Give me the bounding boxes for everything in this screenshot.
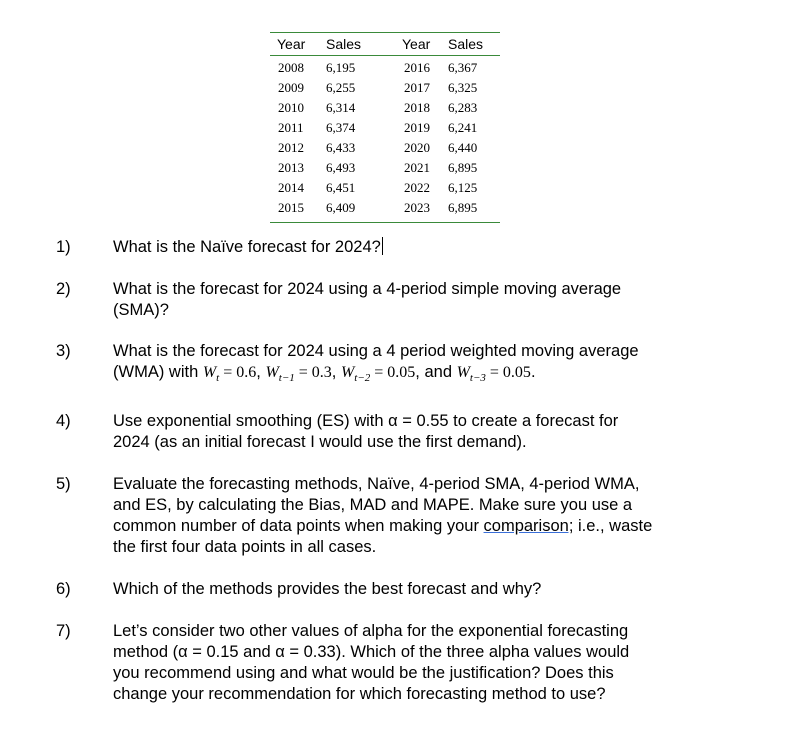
question-line: 2024 (as an initial forecast I would use the first demand). [113,433,527,451]
cell-sales-2: 6,283 [448,100,478,115]
cell-year-1: 2008 [278,60,304,75]
table-bottom-rule [270,222,500,223]
question-line: Let’s consider two other values of alpha for the exponential forecasting [113,622,629,640]
table-row [270,118,500,138]
cell-sales-1: 6,195 [326,60,356,75]
question-text [113,474,723,558]
weight-wt2: $W_{t-2} = 0.05$ [340,364,416,385]
cell-sales-1: 6,255 [326,80,356,95]
cell-sales-2: 6,895 [448,160,478,175]
question-line: Evaluate the forecasting methods, Naïve, 4-period SMA, 4-period WMA, [113,475,640,493]
question-line: change your recommendation for which forecasting method to use? [113,685,606,703]
question-text[interactable] [113,237,723,258]
spellcheck-underline[interactable]: comparison; [483,517,574,535]
cell-sales-1: 6,314 [326,100,356,115]
question-line: and ES, by calculating the Bias, MAD and MAPE. Make sure you use a [113,496,633,514]
weight-wt-value: = 0.6 [223,364,257,381]
cell-year-2: 2022 [404,180,430,195]
cell-sales-1: 6,409 [326,200,356,215]
weight-wt3: $W_{t-3} = 0.05$ [456,364,531,385]
table-row [270,78,500,98]
cell-year-2: 2021 [404,160,430,175]
question-number: 5) [56,475,71,493]
question-line [113,516,723,537]
question-number: 4) [56,412,71,430]
question-text [113,411,723,453]
question-line: you recommend using and what would be the justification? Does this [113,664,614,682]
sales-table [270,32,500,223]
question-number: 2) [56,280,71,298]
weight-wt1: $W_{t-1} = 0.3$ [265,364,332,385]
wma-prefix: (WMA) with [113,363,199,381]
text-span: i.e., waste [573,517,653,535]
cell-year-1: 2012 [278,140,304,155]
cell-sales-1: 6,374 [326,120,356,135]
question-text [113,341,723,389]
header-sales-2: Sales [448,36,484,52]
cell-year-1: 2013 [278,160,304,175]
cell-year-2: 2017 [404,80,430,95]
cell-sales-2: 6,125 [448,180,478,195]
table-body [270,56,500,218]
table-row [270,58,500,78]
header-year-1: Year [277,36,306,52]
question-text-content: What is the Naïve forecast for 2024? [113,238,381,256]
cell-sales-2: 6,325 [448,80,478,95]
cell-year-1: 2014 [278,180,304,195]
table-row [270,98,500,118]
text-cursor [382,237,383,255]
question-number: 3) [56,342,71,360]
cell-sales-1: 6,433 [326,140,356,155]
weight-wt: $W_t = 0.6$ [202,364,257,385]
weight-wt2-value: = 0.05 [374,364,416,381]
table-row [270,178,500,198]
cell-year-2: 2023 [404,200,430,215]
question-line: Use exponential smoothing (ES) with α = 0.55 to create a forecast for [113,412,619,430]
question-line: method (α = 0.15 and α = 0.33). Which of the three alpha values would [113,643,630,661]
cell-sales-2: 6,895 [448,200,478,215]
table-header [270,33,500,56]
cell-year-1: 2011 [278,120,304,135]
question-line-weights: (WMA) with $W_t = 0.6$, $W_{t-1} = 0.3$, $W_{t-2} = 0.05$, and $W_{t-3} = 0.05$. [113,363,536,385]
and-text: , and [415,363,452,381]
cell-year-1: 2010 [278,100,304,115]
question-text [113,621,723,705]
question-text [113,279,723,321]
cell-year-2: 2016 [404,60,430,75]
question-number: 7) [56,622,71,640]
question-line: the first four data points in all cases. [113,538,377,556]
question-line: What is the forecast for 2024 using a 4-period simple moving average [113,280,622,298]
cell-sales-2: 6,367 [448,60,478,75]
cell-year-2: 2019 [404,120,430,135]
cell-year-1: 2009 [278,80,304,95]
table-row [270,198,500,218]
cell-year-2: 2020 [404,140,430,155]
cell-sales-2: 6,440 [448,140,478,155]
question-line: What is the forecast for 2024 using a 4 period weighted moving average [113,342,639,360]
table-row [270,138,500,158]
cell-sales-2: 6,241 [448,120,478,135]
cell-year-1: 2015 [278,200,304,215]
question-line: (SMA)? [113,301,169,319]
cell-sales-1: 6,451 [326,180,356,195]
weight-wt3-value: = 0.05 [489,364,531,381]
header-sales-1: Sales [326,36,362,52]
cell-year-2: 2018 [404,100,430,115]
text-span: common number of data points when making your [113,517,484,535]
weight-wt1-value: = 0.3 [298,364,332,381]
header-year-2: Year [402,36,431,52]
question-number: 6) [56,580,71,598]
cell-sales-1: 6,493 [326,160,356,175]
question-text: Which of the methods provides the best forecast and why? [113,580,542,598]
table-row [270,158,500,178]
question-number: 1) [56,238,71,256]
